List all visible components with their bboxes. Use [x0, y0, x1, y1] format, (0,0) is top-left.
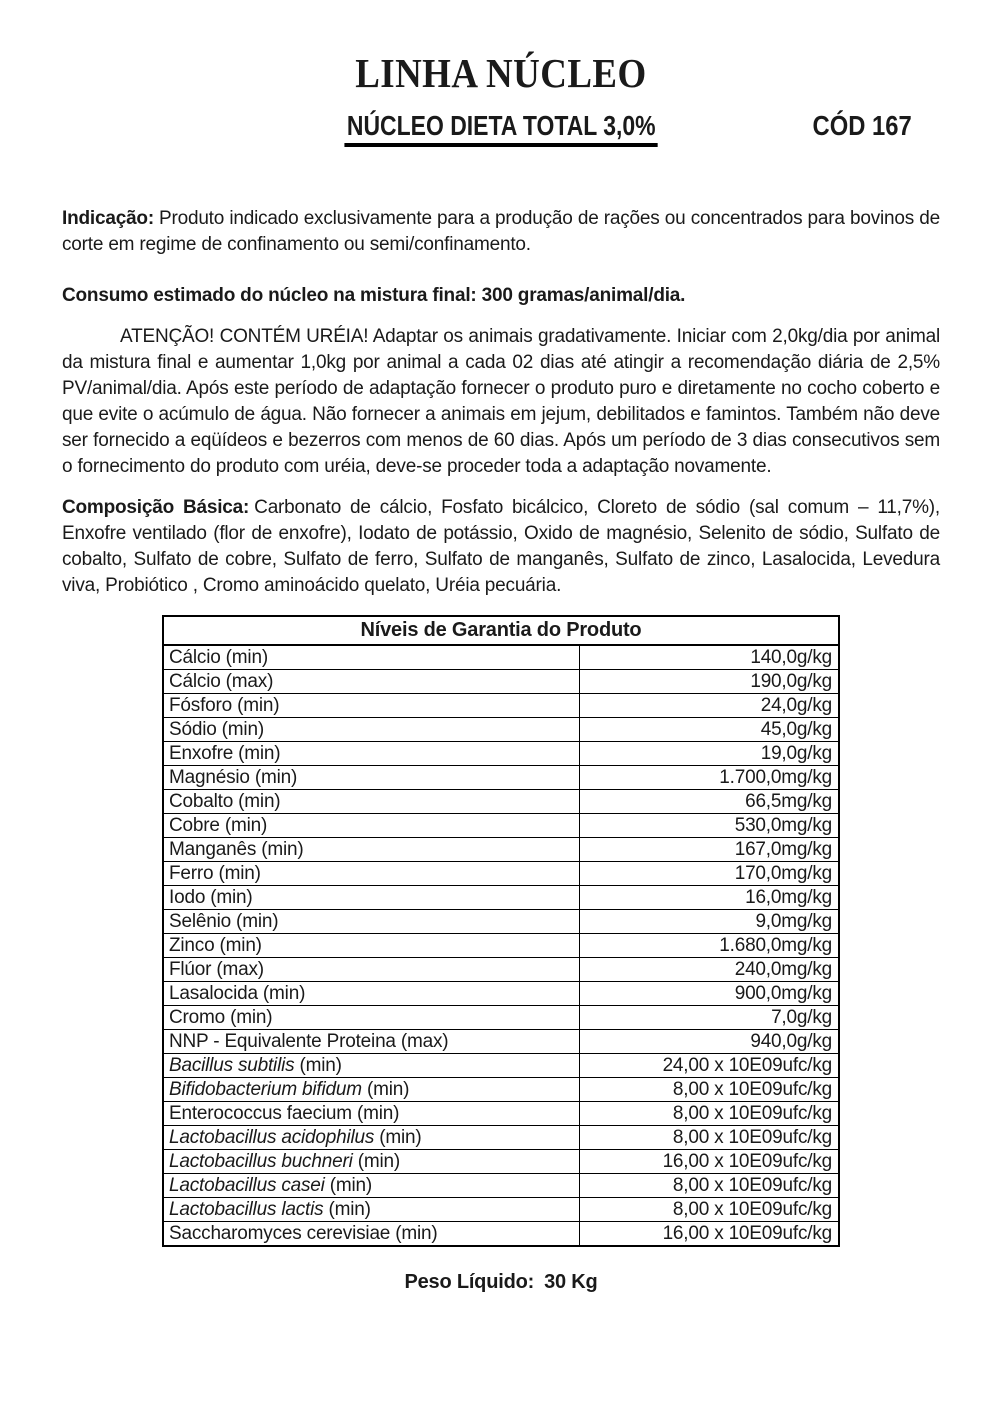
table-row — [163, 1174, 839, 1198]
table-row — [163, 1006, 839, 1030]
nutrient-value-cell: 170,0mg/kg — [579, 862, 839, 886]
nutrient-value-cell: 1.680,0mg/kg — [579, 934, 839, 958]
indicacao-paragraph — [62, 206, 940, 258]
nutrient-label-cell — [163, 838, 579, 862]
nutrient-label-cell — [163, 718, 579, 742]
table-row — [163, 982, 839, 1006]
nutrient-label: Fósforo (min) — [169, 695, 280, 716]
table-row — [163, 645, 839, 670]
guarantee-table-title-row — [163, 616, 839, 645]
page-title-text: LINHA NÚCLEO — [355, 50, 647, 96]
consumo-text: Consumo estimado do núcleo na mistura final: 300 gramas/animal/dia. — [62, 285, 686, 306]
nutrient-label: (min) — [361, 1079, 410, 1100]
nutrient-label: Cromo (min) — [169, 1007, 273, 1028]
nutrient-label-cell — [163, 1054, 579, 1078]
nutrient-label: Cobalto (min) — [169, 791, 281, 812]
nutrient-label-cell — [163, 694, 579, 718]
nutrient-value-cell: 16,00 x 10E09ufc/kg — [579, 1222, 839, 1247]
product-code: CÓD 167 — [812, 110, 912, 141]
composicao-paragraph — [62, 495, 940, 599]
nutrient-label: Iodo (min) — [169, 887, 253, 908]
table-row — [163, 1102, 839, 1126]
nutrient-value-cell: 940,0g/kg — [579, 1030, 839, 1054]
table-row — [163, 838, 839, 862]
nutrient-label: Cobre (min) — [169, 815, 268, 836]
nutrient-value-cell: 140,0g/kg — [579, 645, 839, 670]
nutrient-value-cell: 66,5mg/kg — [579, 790, 839, 814]
table-row — [163, 814, 839, 838]
nutrient-label: Cálcio (max) — [169, 671, 274, 692]
nutrient-label-cell — [163, 1078, 579, 1102]
nutrient-label: Magnésio (min) — [169, 767, 298, 788]
species-name: Lactobacillus buchneri — [169, 1151, 353, 1172]
nutrient-label-cell — [163, 790, 579, 814]
nutrient-label: Lasalocida (min) — [169, 983, 306, 1004]
nutrient-value-cell: 1.700,0mg/kg — [579, 766, 839, 790]
nutrient-label-cell — [163, 742, 579, 766]
nutrient-label-cell — [163, 645, 579, 670]
nutrient-label: Enterococcus faecium (min) — [169, 1103, 400, 1124]
nutrient-label: Manganês (min) — [169, 839, 304, 860]
atencao-text: ATENÇÃO! CONTÉM URÉIA! Adaptar os animais gradativamente. Iniciar com 2,0kg/dia por animal da mistura final e aumentar 1,0kg por animal a cada 02 dias até atingir a recomendação diária de 2,5% PV/animal/dia. Após este período de adaptação fornecer o produto puro e diretamente no cocho coberto e que evite o acúmulo de água. Não fornecer a animais em jejum, debilitados e famintos. Também não deve ser fornecido a eqüídeos e bezerros com menos de 60 dias. Após um período de 3 dias consecutivos sem o fornecimento do produto com uréia, deve-se proceder toda a adaptação novamente. — [62, 326, 940, 477]
species-name: Bacillus subtilis — [169, 1055, 295, 1076]
nutrient-label-cell — [163, 886, 579, 910]
nutrient-label-cell — [163, 1150, 579, 1174]
nutrient-label: (min) — [294, 1055, 342, 1076]
nutrient-label: Zinco (min) — [169, 935, 262, 956]
table-row — [163, 694, 839, 718]
nutrient-label: Flúor (max) — [169, 959, 264, 980]
nutrient-label-cell — [163, 910, 579, 934]
nutrient-label: Ferro (min) — [169, 863, 261, 884]
nutrient-label: (min) — [323, 1199, 371, 1220]
table-row — [163, 1030, 839, 1054]
nutrient-value-cell: 8,00 x 10E09ufc/kg — [579, 1102, 839, 1126]
nutrient-value-cell: 16,00 x 10E09ufc/kg — [579, 1150, 839, 1174]
nutrient-value-cell: 8,00 x 10E09ufc/kg — [579, 1078, 839, 1102]
nutrient-label-cell — [163, 1174, 579, 1198]
page-title — [62, 50, 940, 96]
nutrient-label-cell — [163, 1030, 579, 1054]
subtitle-row — [62, 112, 940, 150]
nutrient-label-cell — [163, 1006, 579, 1030]
species-name: Lactobacillus lactis — [169, 1199, 324, 1220]
guarantee-table-head — [163, 616, 839, 645]
nutrient-value-cell: 45,0g/kg — [579, 718, 839, 742]
table-row — [163, 1198, 839, 1222]
nutrient-label-cell — [163, 1126, 579, 1150]
table-row — [163, 1126, 839, 1150]
nutrient-value-cell: 530,0mg/kg — [579, 814, 839, 838]
nutrient-label: Selênio (min) — [169, 911, 279, 932]
nutrient-value-cell: 24,00 x 10E09ufc/kg — [579, 1054, 839, 1078]
net-weight-value: 30 Kg — [544, 1271, 598, 1293]
table-row — [163, 934, 839, 958]
nutrient-label-cell — [163, 934, 579, 958]
nutrient-label-cell — [163, 958, 579, 982]
table-row — [163, 1054, 839, 1078]
table-row — [163, 1150, 839, 1174]
species-name: Lactobacillus casei — [169, 1175, 325, 1196]
nutrient-label-cell — [163, 1198, 579, 1222]
table-row — [163, 790, 839, 814]
species-name: Bifidobacterium bifidum — [169, 1079, 362, 1100]
net-weight — [62, 1271, 940, 1294]
nutrient-value-cell: 24,0g/kg — [579, 694, 839, 718]
nutrient-label-cell — [163, 766, 579, 790]
nutrient-label: (min) — [352, 1151, 400, 1172]
species-name: Lactobacillus acidophilus — [169, 1127, 375, 1148]
guarantee-table-body — [163, 645, 839, 1246]
table-row — [163, 670, 839, 694]
nutrient-label: Sódio (min) — [169, 719, 264, 740]
nutrient-value-cell: 900,0mg/kg — [579, 982, 839, 1006]
nutrient-label-cell — [163, 814, 579, 838]
nutrient-label-cell — [163, 1102, 579, 1126]
table-row — [163, 958, 839, 982]
nutrient-value-cell: 8,00 x 10E09ufc/kg — [579, 1198, 839, 1222]
nutrient-value-cell: 7,0g/kg — [579, 1006, 839, 1030]
guarantee-table — [162, 615, 840, 1247]
table-row — [163, 1078, 839, 1102]
nutrient-value-cell: 19,0g/kg — [579, 742, 839, 766]
composicao-text: Carbonato de cálcio, Fosfato bicálcico, Cloreto de sódio (sal comum – 11,7%), Enxofre ventilado (flor de enxofre), Iodato de potássio, Oxido de magnésio, Selenito de sódio, Sulfato de cobalto, Sulfato de cobre, Sulfato de ferro, Sulfato de manganês, Sulfato de zinco, Lasalocida, Levedura viva, Probiótico , Cromo aminoácido quelato, Uréia pecuária. — [62, 497, 940, 596]
nutrient-label: Enxofre (min) — [169, 743, 281, 764]
nutrient-value-cell: 167,0mg/kg — [579, 838, 839, 862]
nutrient-value-cell: 240,0mg/kg — [579, 958, 839, 982]
nutrient-value-cell: 190,0g/kg — [579, 670, 839, 694]
nutrient-label-cell — [163, 982, 579, 1006]
guarantee-table-title: Níveis de Garantia do Produto — [163, 616, 839, 645]
table-row — [163, 886, 839, 910]
atencao-paragraph — [62, 324, 940, 480]
nutrient-value-cell: 8,00 x 10E09ufc/kg — [579, 1174, 839, 1198]
nutrient-label: NNP - Equivalente Proteina (max) — [169, 1031, 449, 1052]
product-subtitle: NÚCLEO DIETA TOTAL 3,0% — [344, 112, 658, 147]
nutrient-label-cell — [163, 862, 579, 886]
table-row — [163, 766, 839, 790]
table-row — [163, 910, 839, 934]
nutrient-label-cell — [163, 670, 579, 694]
table-row — [163, 742, 839, 766]
consumo-paragraph — [62, 283, 940, 309]
indicacao-text: Produto indicado exclusivamente para a produção de rações ou concentrados para bovinos de corte em regime de confinamento ou semi/confinamento. — [62, 208, 940, 255]
nutrient-label: (min) — [324, 1175, 373, 1196]
net-weight-label: Peso Líquido: — [404, 1271, 535, 1293]
indicacao-label: Indicação: — [62, 208, 154, 229]
nutrient-label: Saccharomyces cerevisiae (min) — [169, 1223, 438, 1244]
nutrient-label: Cálcio (min) — [169, 647, 268, 668]
nutrient-value-cell: 16,0mg/kg — [579, 886, 839, 910]
nutrient-value-cell: 8,00 x 10E09ufc/kg — [579, 1126, 839, 1150]
composicao-label: Composição Básica: — [62, 497, 250, 518]
table-row — [163, 862, 839, 886]
nutrient-value-cell: 9,0mg/kg — [579, 910, 839, 934]
nutrient-label: (min) — [374, 1127, 422, 1148]
table-row — [163, 1222, 839, 1247]
table-row — [163, 718, 839, 742]
nutrient-label-cell — [163, 1222, 579, 1247]
